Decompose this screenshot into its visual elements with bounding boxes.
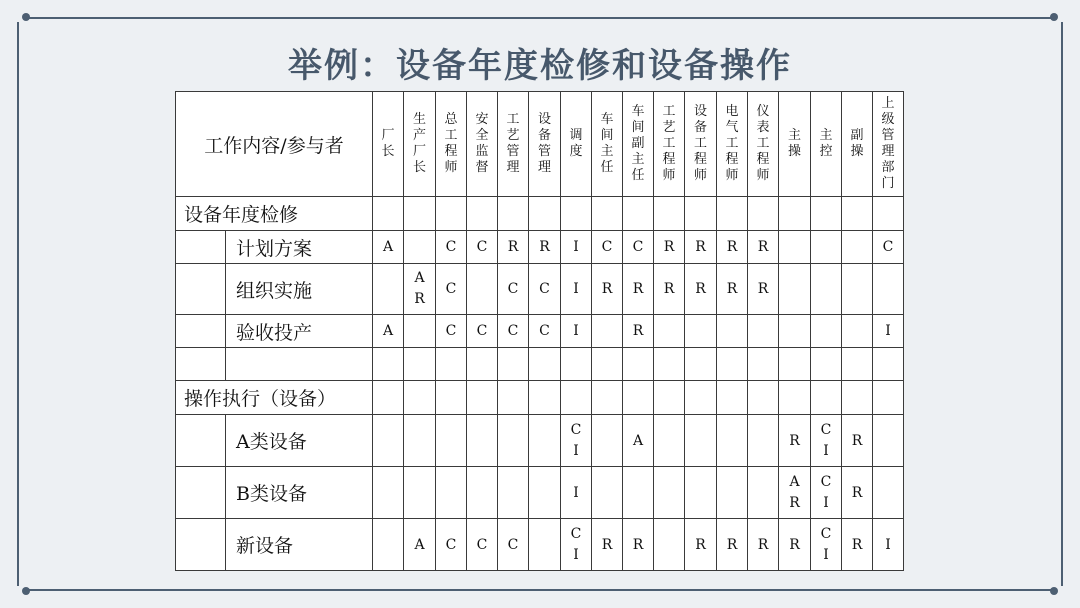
table-cell — [498, 315, 529, 348]
table-cell — [623, 519, 654, 571]
table-cell — [373, 381, 404, 415]
table-cell — [561, 264, 592, 315]
table-cell — [685, 467, 717, 519]
raci-value: R — [663, 281, 675, 297]
role-header-label: 车间主任 — [600, 112, 614, 175]
table-cell — [873, 231, 904, 264]
frame-right-line — [1061, 22, 1063, 586]
raci-value: R — [507, 239, 519, 255]
table-cell — [436, 467, 467, 519]
role-header — [498, 92, 529, 197]
table-cell — [779, 348, 811, 381]
table-cell — [842, 415, 873, 467]
role-header-label: 主操 — [787, 128, 801, 159]
raci-value: R — [757, 281, 769, 297]
role-header — [561, 92, 592, 197]
table-cell — [685, 519, 717, 571]
role-header — [842, 92, 873, 197]
raci-value: C — [445, 281, 457, 297]
raci-value: C — [632, 239, 644, 255]
role-header — [685, 92, 717, 197]
table-cell — [748, 197, 779, 231]
role-header-label: 主控 — [819, 128, 833, 159]
table-cell — [779, 415, 811, 467]
table-cell — [561, 231, 592, 264]
table-cell — [373, 197, 404, 231]
table-cell — [404, 315, 436, 348]
table-cell — [717, 381, 748, 415]
row-label — [226, 348, 373, 381]
frame-top-line — [24, 17, 1056, 19]
table-cell — [561, 381, 592, 415]
table-cell — [654, 415, 685, 467]
frame-corner-dot — [1050, 587, 1058, 595]
table-cell — [748, 519, 779, 571]
table-cell — [654, 315, 685, 348]
table-cell — [498, 381, 529, 415]
indent-cell — [176, 315, 226, 348]
raci-value: R — [601, 281, 613, 297]
table-cell — [561, 315, 592, 348]
table-cell — [623, 231, 654, 264]
table-cell — [561, 348, 592, 381]
table-cell — [623, 315, 654, 348]
raci-table — [175, 91, 904, 571]
role-header-label: 生产厂长 — [412, 112, 426, 175]
table-cell — [811, 315, 842, 348]
table-cell — [529, 415, 561, 467]
role-header-label: 调度 — [569, 128, 583, 159]
raci-value: C — [539, 281, 550, 297]
table-cell — [811, 381, 842, 415]
raci-value: C — [601, 239, 613, 255]
table-cell — [748, 381, 779, 415]
raci-value: I — [885, 323, 891, 339]
row-label: 组织实施 — [226, 264, 373, 315]
table-cell — [654, 381, 685, 415]
table-cell — [561, 519, 592, 571]
raci-value: R — [539, 239, 550, 255]
role-header — [654, 92, 685, 197]
frame-bottom-line — [24, 589, 1056, 591]
raci-value: R — [695, 281, 706, 297]
table-cell — [873, 415, 904, 467]
table-row — [176, 519, 904, 571]
table-cell — [592, 231, 623, 264]
table-cell — [561, 197, 592, 231]
table-cell — [811, 519, 842, 571]
table-cell — [748, 415, 779, 467]
raci-value: CI — [820, 421, 832, 459]
table-cell — [779, 381, 811, 415]
raci-value: A — [632, 432, 644, 449]
table-row — [176, 264, 904, 315]
table-cell — [779, 264, 811, 315]
table-cell — [623, 197, 654, 231]
table-cell — [654, 467, 685, 519]
table-cell — [873, 264, 904, 315]
raci-value: C — [445, 536, 457, 553]
table-cell — [592, 264, 623, 315]
role-header-label: 车间副主任 — [631, 104, 645, 183]
table-cell — [373, 231, 404, 264]
frame-corner-dot — [22, 13, 30, 21]
table-cell — [404, 519, 436, 571]
raci-value: I — [573, 484, 579, 501]
raci-value: R — [695, 239, 706, 255]
table-row — [176, 415, 904, 467]
table-cell — [529, 467, 561, 519]
raci-value: I — [573, 239, 579, 255]
table-cell — [873, 197, 904, 231]
table-cell — [623, 381, 654, 415]
raci-value: C — [882, 239, 894, 255]
table-cell — [467, 348, 498, 381]
table-cell — [436, 381, 467, 415]
raci-value: CI — [570, 525, 582, 563]
table-cell — [623, 264, 654, 315]
role-header — [873, 92, 904, 197]
role-header-label: 安全监督 — [475, 112, 489, 175]
row-label: 新设备 — [226, 519, 373, 571]
table-cell — [779, 519, 811, 571]
raci-value: C — [445, 323, 457, 339]
table-cell — [529, 381, 561, 415]
table-cell — [717, 231, 748, 264]
table-cell — [779, 467, 811, 519]
table-cell — [842, 315, 873, 348]
table-cell — [561, 415, 592, 467]
indent-cell — [176, 519, 226, 571]
role-header-label: 设备工程师 — [693, 104, 707, 183]
table-cell — [717, 264, 748, 315]
indent-cell — [176, 415, 226, 467]
raci-value: R — [851, 432, 863, 449]
section-title: 操作执行（设备） — [176, 381, 373, 415]
table-cell — [842, 467, 873, 519]
table-cell — [685, 197, 717, 231]
table-cell — [529, 519, 561, 571]
row-label: 验收投产 — [226, 315, 373, 348]
table-cell — [717, 315, 748, 348]
table-cell — [717, 348, 748, 381]
table-row — [176, 467, 904, 519]
table-cell — [498, 415, 529, 467]
role-header — [467, 92, 498, 197]
table-cell — [717, 415, 748, 467]
raci-value: R — [663, 239, 675, 255]
table-cell — [685, 231, 717, 264]
table-cell — [748, 231, 779, 264]
raci-value: C — [476, 323, 488, 339]
table-cell — [404, 467, 436, 519]
table-cell — [467, 197, 498, 231]
raci-value: I — [885, 536, 891, 553]
role-header-label: 厂长 — [381, 128, 395, 159]
table-cell — [467, 415, 498, 467]
role-header-label: 设备管理 — [537, 112, 551, 175]
table-cell — [373, 315, 404, 348]
table-cell — [373, 264, 404, 315]
role-header — [779, 92, 811, 197]
table-cell — [404, 264, 436, 315]
table-cell — [623, 467, 654, 519]
table-cell — [467, 519, 498, 571]
table-cell — [623, 348, 654, 381]
table-cell — [654, 231, 685, 264]
table-cell — [436, 197, 467, 231]
raci-value: I — [573, 281, 579, 297]
table-cell — [561, 467, 592, 519]
indent-cell — [176, 467, 226, 519]
table-cell — [467, 467, 498, 519]
role-header-label: 电气工程师 — [725, 104, 739, 183]
frame-corner-dot — [1050, 13, 1058, 21]
table-cell — [811, 264, 842, 315]
role-header-label: 总工程师 — [444, 112, 458, 175]
raci-value: R — [695, 536, 706, 553]
row-label: 计划方案 — [226, 231, 373, 264]
table-cell — [842, 381, 873, 415]
raci-value: A — [414, 536, 425, 553]
raci-value: R — [726, 536, 738, 553]
table-cell — [873, 519, 904, 571]
raci-value: CI — [820, 525, 832, 563]
raci-value: R — [789, 432, 800, 449]
raci-value: R — [726, 281, 738, 297]
table-cell — [373, 467, 404, 519]
raci-value: I — [573, 323, 579, 339]
table-cell — [685, 348, 717, 381]
raci-value: C — [445, 239, 457, 255]
table-cell — [592, 381, 623, 415]
role-header-label: 仪表工程师 — [756, 104, 770, 183]
table-cell — [842, 264, 873, 315]
table-cell — [592, 467, 623, 519]
raci-value: R — [757, 239, 769, 255]
section-row — [176, 381, 904, 415]
role-header — [811, 92, 842, 197]
table-cell — [404, 348, 436, 381]
raci-value: R — [632, 323, 644, 339]
raci-value: R — [726, 239, 738, 255]
table-cell — [498, 467, 529, 519]
table-row — [176, 231, 904, 264]
table-cell — [779, 197, 811, 231]
table-cell — [873, 315, 904, 348]
role-header — [373, 92, 404, 197]
table-cell — [873, 348, 904, 381]
table-cell — [873, 381, 904, 415]
table-cell — [748, 315, 779, 348]
table-cell — [811, 197, 842, 231]
table-cell — [748, 264, 779, 315]
table-cell — [467, 264, 498, 315]
raci-value: R — [851, 484, 863, 501]
role-header-label: 工艺管理 — [506, 112, 520, 175]
table-cell — [717, 467, 748, 519]
table-cell — [873, 467, 904, 519]
indent-cell — [176, 231, 226, 264]
table-cell — [779, 315, 811, 348]
frame-left-line — [17, 22, 19, 586]
page-title: 举例：设备年度检修和设备操作 — [288, 46, 792, 86]
indent-cell — [176, 264, 226, 315]
table-cell — [436, 348, 467, 381]
table-cell — [404, 231, 436, 264]
table-cell — [654, 197, 685, 231]
raci-value: C — [539, 323, 550, 339]
table-cell — [373, 415, 404, 467]
role-header — [529, 92, 561, 197]
table-cell — [842, 519, 873, 571]
table-cell — [842, 197, 873, 231]
table-cell — [779, 231, 811, 264]
table-cell — [467, 231, 498, 264]
table-cell — [436, 231, 467, 264]
raci-value: C — [476, 239, 488, 255]
frame-corner-dot — [22, 587, 30, 595]
raci-value: C — [476, 536, 488, 553]
table-corner-header: 工作内容/参与者 — [176, 92, 373, 197]
section-row — [176, 197, 904, 231]
table-cell — [529, 264, 561, 315]
raci-value: R — [851, 536, 863, 553]
raci-value: R — [632, 281, 644, 297]
raci-value: CI — [570, 421, 582, 459]
row-label: A类设备 — [226, 415, 373, 467]
raci-value: R — [632, 536, 644, 553]
table-cell — [717, 519, 748, 571]
raci-value: AR — [414, 270, 425, 307]
table-cell — [717, 197, 748, 231]
table-row — [176, 348, 904, 381]
table-cell — [685, 415, 717, 467]
row-label: B类设备 — [226, 467, 373, 519]
table-cell — [373, 348, 404, 381]
indent-cell — [176, 348, 226, 381]
table-cell — [654, 348, 685, 381]
raci-value: A — [382, 323, 394, 339]
table-cell — [685, 264, 717, 315]
table-cell — [436, 415, 467, 467]
table-cell — [404, 381, 436, 415]
raci-value: C — [507, 323, 519, 339]
table-cell — [529, 348, 561, 381]
table-cell — [842, 231, 873, 264]
table-cell — [592, 519, 623, 571]
role-header — [748, 92, 779, 197]
table-cell — [811, 348, 842, 381]
table-cell — [498, 264, 529, 315]
raci-value: A — [382, 239, 394, 255]
raci-value: R — [789, 536, 800, 553]
table-cell — [592, 197, 623, 231]
table-cell — [592, 348, 623, 381]
role-header — [404, 92, 436, 197]
table-cell — [436, 519, 467, 571]
table-cell — [811, 467, 842, 519]
table-header-row — [176, 92, 904, 197]
table-cell — [529, 231, 561, 264]
raci-value: AR — [789, 473, 800, 511]
table-cell — [404, 197, 436, 231]
role-header — [592, 92, 623, 197]
raci-value: R — [757, 536, 769, 553]
table-cell — [748, 348, 779, 381]
table-cell — [467, 315, 498, 348]
table-cell — [654, 519, 685, 571]
raci-value: C — [507, 281, 519, 297]
table-cell — [373, 519, 404, 571]
table-cell — [498, 348, 529, 381]
role-header-label: 上级管理部门 — [881, 96, 895, 191]
table-cell — [811, 231, 842, 264]
table-cell — [623, 415, 654, 467]
role-header — [623, 92, 654, 197]
table-cell — [498, 519, 529, 571]
role-header — [717, 92, 748, 197]
table-cell — [498, 231, 529, 264]
table-cell — [436, 264, 467, 315]
table-cell — [592, 315, 623, 348]
role-header-label: 副操 — [850, 128, 864, 159]
table-cell — [498, 197, 529, 231]
table-cell — [748, 467, 779, 519]
table-cell — [404, 415, 436, 467]
table-cell — [529, 315, 561, 348]
table-cell — [811, 415, 842, 467]
table-cell — [529, 197, 561, 231]
table-cell — [592, 415, 623, 467]
table-cell — [436, 315, 467, 348]
table-cell — [467, 381, 498, 415]
table-cell — [654, 264, 685, 315]
table-cell — [685, 315, 717, 348]
table-cell — [842, 348, 873, 381]
section-title: 设备年度检修 — [176, 197, 373, 231]
raci-value: R — [601, 536, 613, 553]
table-row — [176, 315, 904, 348]
table-cell — [685, 381, 717, 415]
role-header — [436, 92, 467, 197]
role-header-label: 工艺工程师 — [662, 104, 676, 183]
raci-value: C — [507, 536, 519, 553]
raci-value: CI — [820, 473, 832, 511]
